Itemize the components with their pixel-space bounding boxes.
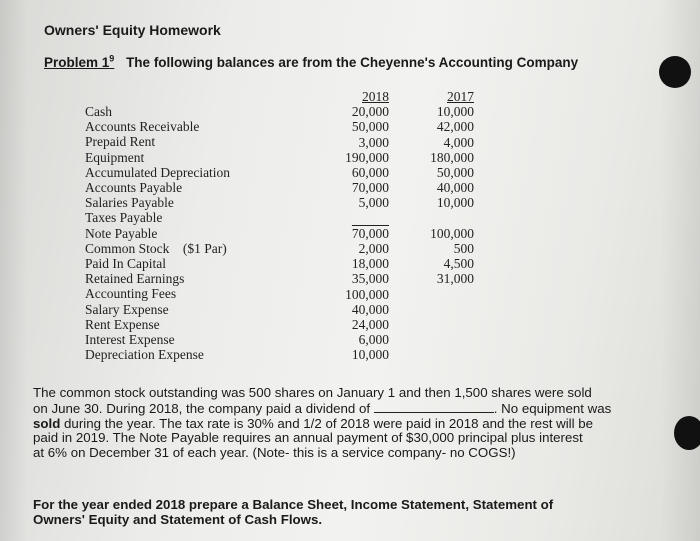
problem-label: Problem $1^9$ xyxy=(44,53,115,70)
paragraph-line: paid in 2019. The Note Payable requires an annual payment of $30,000 principal plus interest xyxy=(33,430,583,446)
paragraph-line: at 6% on December 31 of each year. (Note- this is a service company- no COGS!) xyxy=(33,445,516,461)
account-name: Depreciation Expense xyxy=(85,347,204,363)
account-name: Equipment xyxy=(85,149,145,165)
column-header-2018: 2018 xyxy=(362,89,389,104)
problem-text: The following balances are from the Cheyenne's Accounting Company xyxy=(126,54,579,70)
value-2017: 180,000 xyxy=(430,149,474,165)
account-name: Retained Earnings xyxy=(85,271,185,287)
account-name: Rent Expense xyxy=(85,316,160,332)
value-2018: 40,000 xyxy=(351,301,389,317)
account-name: Accounts Payable xyxy=(85,180,183,196)
value-2018: 20,000 xyxy=(351,104,389,120)
binder-hole xyxy=(659,56,691,88)
value-2018: 10,000 xyxy=(351,347,389,363)
paragraph-line: sold during the year. The tax rate is 30% and 1/2 of 2018 were paid in 2018 and the rest will be xyxy=(33,415,594,431)
value-2017: 10,000 xyxy=(436,104,474,120)
value-2018: 18,000 xyxy=(351,256,389,272)
value-2018: 24,000 xyxy=(351,317,389,333)
account-names-group-1 xyxy=(85,104,230,362)
task-instructions xyxy=(33,497,553,527)
column-header-2017: 2017 xyxy=(447,89,474,104)
value-2018: 3,000 xyxy=(358,134,389,150)
account-name: Accounts Receivable xyxy=(85,119,200,135)
account-name: Note Payable xyxy=(85,225,158,241)
account-name: Interest Expense xyxy=(85,332,175,348)
task-line: Owners' Equity and Statement of Cash Flows. xyxy=(33,512,323,527)
binder-hole xyxy=(674,416,700,450)
value-2017: 500 xyxy=(453,241,474,257)
account-name: Cash xyxy=(85,104,112,119)
value-2018: 5,000 xyxy=(358,195,389,211)
account-name: Accumulated Depreciation xyxy=(85,164,231,180)
value-2017: 50,000 xyxy=(436,165,474,181)
account-name: Common Stock ($1 Par) xyxy=(85,240,227,256)
account-name: Accounting Fees xyxy=(85,286,177,302)
column-2017 xyxy=(430,89,474,287)
column-2018 xyxy=(345,89,389,363)
account-name: Prepaid Rent xyxy=(85,134,156,150)
value-2018: 60,000 xyxy=(351,165,389,181)
value-2017: 42,000 xyxy=(436,119,474,135)
value-2018: 2,000 xyxy=(358,241,389,257)
account-name: Salary Expense xyxy=(85,301,169,317)
dividend-blank[interactable] xyxy=(374,401,494,413)
account-name: Paid In Capital xyxy=(85,256,166,272)
value-2018: 70,000 xyxy=(351,225,389,241)
value-2017: 40,000 xyxy=(436,180,474,196)
problem-statement xyxy=(44,53,578,70)
account-name: Salaries Payable xyxy=(85,195,174,211)
task-line: For the year ended 2018 prepare a Balance Sheet, Income Statement, Statement of xyxy=(33,497,554,512)
value-2018: 35,000 xyxy=(351,271,389,287)
account-name: Taxes Payable xyxy=(85,210,163,226)
instructions-paragraph xyxy=(33,386,611,461)
value-2018: 70,000 xyxy=(351,180,389,196)
value-2017: 100,000 xyxy=(430,225,474,241)
value-2018: 190,000 xyxy=(345,149,389,165)
value-2017: 4,000 xyxy=(443,134,474,150)
value-2017: 4,500 xyxy=(443,256,474,272)
value-2017: 10,000 xyxy=(436,195,474,211)
value-2018: 100,000 xyxy=(345,286,389,302)
value-2017: 31,000 xyxy=(436,271,474,287)
paragraph-line: on June 30. During 2018, the company paid a dividend of . No equipment was xyxy=(33,400,612,416)
value-2018: 6,000 xyxy=(358,332,389,348)
value-2018: 50,000 xyxy=(351,119,389,135)
paragraph-line: The common stock outstanding was 500 shares on January 1 and then 1,500 shares were sold xyxy=(33,385,592,400)
page-shadow-left xyxy=(0,0,28,541)
document-title: Owners' Equity Homework xyxy=(44,22,221,38)
